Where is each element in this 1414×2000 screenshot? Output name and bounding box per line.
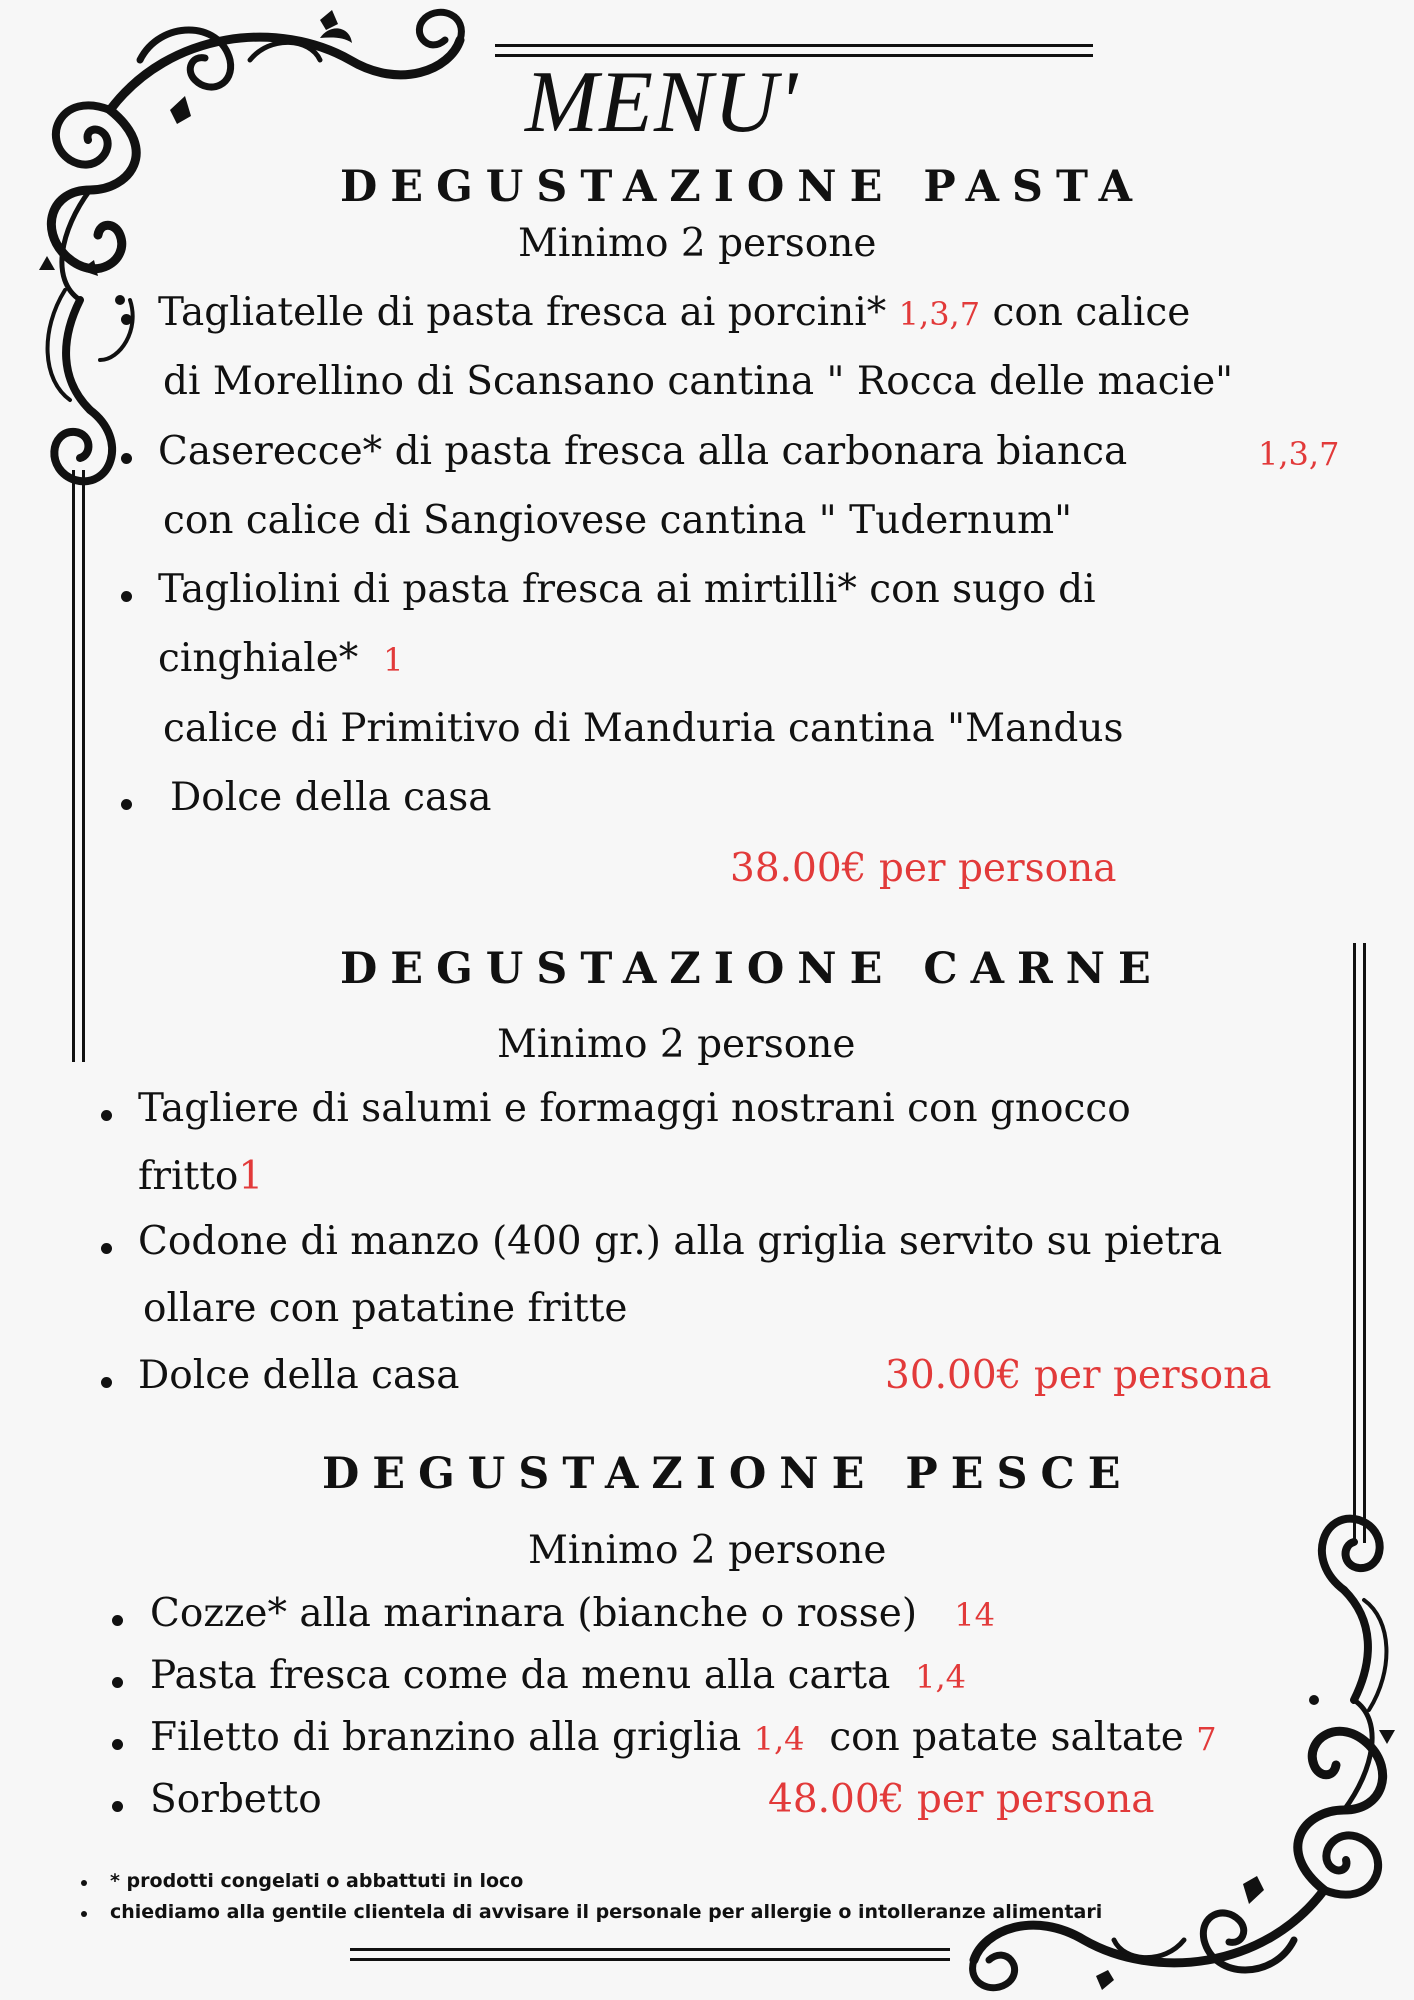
allergen-code: 1	[238, 1154, 264, 1199]
allergen-code: 14	[954, 1596, 995, 1634]
bottom-border-line	[350, 1958, 950, 1961]
menu-item-line: Caserecce* di pasta fresca alla carbonara bianca	[158, 429, 1128, 474]
menu-item-line: cinghiale* 1	[158, 636, 404, 681]
bottom-border-line	[350, 1948, 950, 1951]
bullet	[121, 314, 132, 325]
allergen-code: 1,3,7	[898, 295, 981, 333]
section-heading-pasta: DEGUSTAZIONE PASTA	[340, 162, 1145, 212]
bullet	[101, 1110, 112, 1121]
bullet	[101, 1243, 112, 1254]
menu-title: MENU'	[525, 54, 799, 151]
bullet	[112, 1739, 123, 1750]
menu-item-line: Sorbetto	[150, 1777, 322, 1822]
section-subtitle: Minimo 2 persone	[518, 221, 877, 266]
allergen-code: 1,4	[753, 1720, 805, 1758]
menu-item-line: Cozze* alla marinara (bianche o rosse) 14	[150, 1591, 995, 1636]
left-border-line	[72, 470, 75, 1062]
price: 48.00€ per persona	[768, 1777, 1155, 1822]
section-subtitle: Minimo 2 persone	[497, 1022, 856, 1067]
section-heading-carne: DEGUSTAZIONE CARNE	[340, 944, 1164, 994]
section-subtitle: Minimo 2 persone	[528, 1528, 887, 1573]
allergen-code: 1,3,7	[1258, 435, 1340, 473]
menu-item-line: Tagliatelle di pasta fresca ai porcini* 1,3,7 con calice	[158, 290, 1191, 335]
allergen-code: 1	[383, 641, 404, 679]
menu-item-line: Dolce della casa	[138, 1353, 460, 1398]
note-bullet	[81, 1911, 87, 1917]
footnote-frozen: * prodotti congelati o abbattuti in loco	[110, 1870, 524, 1892]
bullet	[121, 799, 132, 810]
price: 30.00€ per persona	[885, 1353, 1272, 1398]
flourish-top-left	[20, 0, 500, 560]
note-bullet	[81, 1880, 87, 1886]
left-border-line	[82, 470, 85, 1062]
top-border-line	[495, 44, 1093, 47]
menu-item-line: con calice di Sangiovese cantina " Tudernum"	[163, 498, 1073, 543]
menu-item-line: fritto1	[138, 1154, 264, 1199]
bullet	[101, 1377, 112, 1388]
bullet	[112, 1615, 123, 1626]
menu-item-line: Dolce della casa	[170, 775, 492, 820]
bullet	[121, 453, 132, 464]
bullet	[121, 591, 132, 602]
menu-item-line: Tagliere di salumi e formaggi nostrani con gnocco	[138, 1086, 1131, 1131]
menu-item-line: Tagliolini di pasta fresca ai mirtilli* con sugo di	[158, 567, 1096, 612]
menu-item-line: Pasta fresca come da menu alla carta 1,4	[150, 1653, 967, 1698]
bullet	[112, 1677, 123, 1688]
bullet	[112, 1801, 123, 1812]
menu-item-line: ollare con patatine fritte	[143, 1286, 628, 1331]
menu-item-line: Codone di manzo (400 gr.) alla griglia servito su pietra	[138, 1219, 1223, 1264]
menu-item-line: Filetto di branzino alla griglia 1,4 con patate saltate 7	[150, 1715, 1217, 1760]
price: 38.00€ per persona	[730, 846, 1117, 891]
menu-item-line: di Morellino di Scansano cantina " Rocca delle macie"	[163, 359, 1234, 404]
section-heading-pesce: DEGUSTAZIONE PESCE	[322, 1449, 1134, 1499]
allergen-code: 7	[1196, 1720, 1217, 1758]
allergen-code: 1,4	[915, 1658, 967, 1696]
footnote-allergies: chiediamo alla gentile clientela di avvisare il personale per allergie o intolleranze alimentari	[110, 1901, 1103, 1923]
menu-item-line: calice di Primitivo di Manduria cantina "Mandus	[163, 706, 1124, 751]
